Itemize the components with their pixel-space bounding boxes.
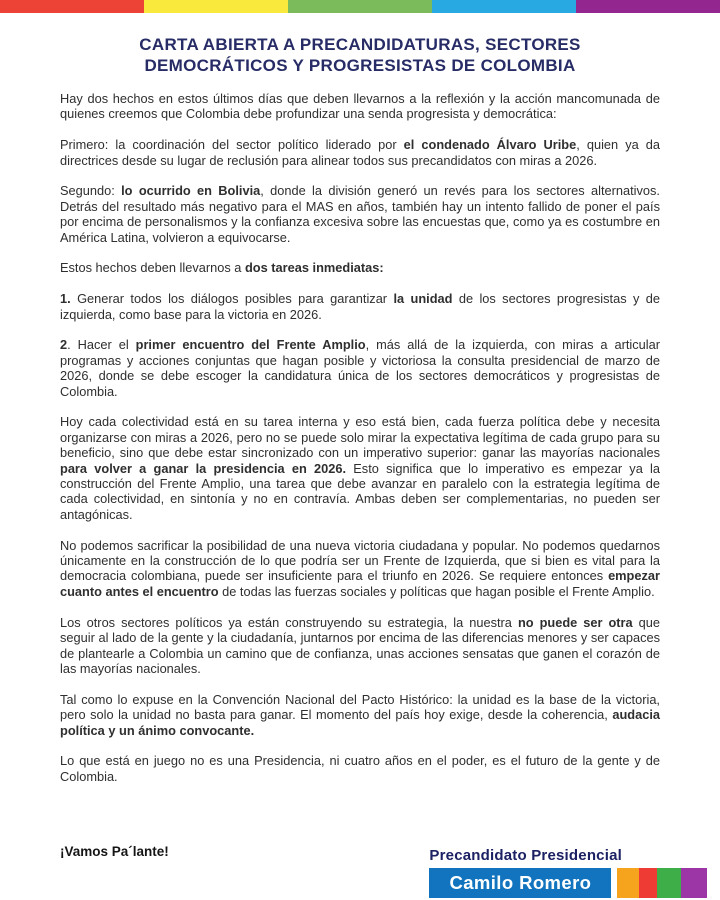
text-segment: No podemos sacrificar la posibilidad de una nueva victoria ciudadana y popular. No podemos quedarnos únicamente en la construcción de lo que podría ser un Frente de Izquierda, que si bien es vital para la democracia colombiana, puede ser insuficiente para el triunfo en 2026. Se requiere entonces <box>60 537 660 584</box>
text-segment: que seguir al lado de la gente y la ciudadanía, juntarnos por encima de las diferencias menores y ser capaces de plantearle a Colombia un camino que de confianza, unas acciones sensatas que ganen el corazón de las mayorías nacionales. <box>60 614 660 676</box>
paragraph <box>60 337 660 399</box>
text-segment: , más allá de la izquierda, con miras a articular programas y acciones conjuntas que hagan posible y victoriosa la consulta presidencial de marzo de 2026, donde se debe escoger la candidatura única de los sectores democráticos y progresistas de Colombia. <box>60 337 660 399</box>
signature-block <box>429 847 720 898</box>
paragraph <box>60 137 660 168</box>
text-segment: dos tareas inmediatas: <box>244 260 384 276</box>
stripe-segment <box>681 868 707 898</box>
signature-role: Precandidato Presidencial <box>429 847 622 864</box>
text-segment: Primero: la coordinación del sector político liderado por <box>60 137 404 153</box>
paragraph <box>60 538 660 600</box>
paragraph <box>60 414 660 522</box>
text-segment: , donde la división generó un revés para los sectores alternativos. Detrás del resultado más negativo para el MAS en años, también hay un intento fallido de poner el país por encima de personalismos y la confianza excesiva sobre las encuestas que, como ya es costumbre en América Latina, volvieron a equivocarse. <box>60 183 660 245</box>
text-segment: audacia política y un ánimo convocante. <box>60 707 660 738</box>
text-segment: Los otros sectores políticos ya están construyendo su estrategia, la nuestra <box>60 614 518 630</box>
page-title-line-1: CARTA ABIERTA A PRECANDIDATURAS, SECTORES <box>139 35 581 54</box>
text-segment: primer encuentro del Frente Amplio <box>135 337 366 353</box>
text-segment: lo ocurrido en Bolivia <box>121 183 261 199</box>
stripe-segment <box>144 0 288 13</box>
text-segment: , quien ya da directrices desde su lugar de reclusión para alinear todos sus precandidatos con miras a 2026. <box>60 137 660 168</box>
text-segment: Lo que está en juego no es una Presidencia, ni cuatro años en el poder, es el futuro de la gente y de Colombia. <box>60 753 660 784</box>
paragraph <box>60 753 660 784</box>
page-title <box>55 34 665 76</box>
stripe-segment <box>432 0 576 13</box>
paragraph <box>60 615 660 677</box>
text-segment: Esto significa que lo imperativo es empezar ya la construcción del Frente Amplio, una tarea que debe avanzar en paralelo con la estrategia legítima de cada colectividad, en sintonía y no en contravía. Ambas deben ser complementarias, no pueden ser antagónicas. <box>60 460 660 522</box>
text-segment: Generar todos los diálogos posibles para garantizar <box>70 291 394 307</box>
text-segment: para volver a ganar la presidencia en 2026. <box>60 460 347 476</box>
text-segment: el condenado Álvaro Uribe <box>403 137 577 153</box>
rainbow-stripe-bottom <box>617 868 707 898</box>
paragraph <box>60 291 660 322</box>
candidate-name: Camilo Romero <box>449 872 592 893</box>
closing-line: ¡Vamos Pa´lante! <box>60 844 169 860</box>
text-segment: empezar cuanto antes el encuentro <box>60 568 660 599</box>
text-segment: no puede ser otra <box>517 614 633 630</box>
text-segment: 1. <box>60 291 71 307</box>
stripe-segment <box>0 0 144 13</box>
stripe-segment <box>288 0 432 13</box>
paragraph <box>60 183 660 245</box>
candidate-name-badge <box>429 868 611 898</box>
stripe-segment <box>576 0 720 13</box>
text-segment: Estos hechos deben llevarnos a <box>60 260 245 276</box>
text-segment: la unidad <box>393 291 453 307</box>
paragraph <box>60 91 660 122</box>
page-title-line-2: DEMOCRÁTICOS Y PROGRESISTAS DE COLOMBIA <box>144 56 576 75</box>
stripe-segment <box>617 868 639 898</box>
paragraph <box>60 692 660 738</box>
text-segment: 2 <box>60 337 68 353</box>
text-segment: Hay dos hechos en estos últimos días que deben llevarnos a la reflexión y la acción mancomunada de quienes creemos que Colombia debe profundizar una senda progresista y democrática: <box>60 91 660 122</box>
stripe-segment <box>657 868 681 898</box>
rainbow-stripe-top <box>0 0 720 13</box>
letter-body <box>60 91 660 784</box>
text-segment: de los sectores progresistas y de izquierda, como base para la victoria en 2026. <box>60 291 661 322</box>
text-segment: . Hacer el <box>67 337 136 353</box>
paragraph <box>60 260 660 275</box>
stripe-segment <box>639 868 657 898</box>
text-segment: de todas las fuerzas sociales y políticas que hagan posible el Frente Amplio. <box>218 583 655 599</box>
text-segment: Segundo: <box>60 183 122 199</box>
signature-row <box>429 868 720 898</box>
text-segment: Hoy cada colectividad está en su tarea interna y eso está bien, cada fuerza política debe y necesita organizarse con miras a 2026, pero no se puede solo mirar la expectativa legítima de cada grupo para su beneficio, sino que debe estar sincronizado con un imperativo superior: ganar las mayorías nacionales <box>60 414 660 461</box>
text-segment: Tal como lo expuse en la Convención Nacional del Pacto Histórico: la unidad es la base de la victoria, pero solo la unidad no basta para ganar. El momento del país hoy exige, desde la coherencia, <box>60 691 660 723</box>
